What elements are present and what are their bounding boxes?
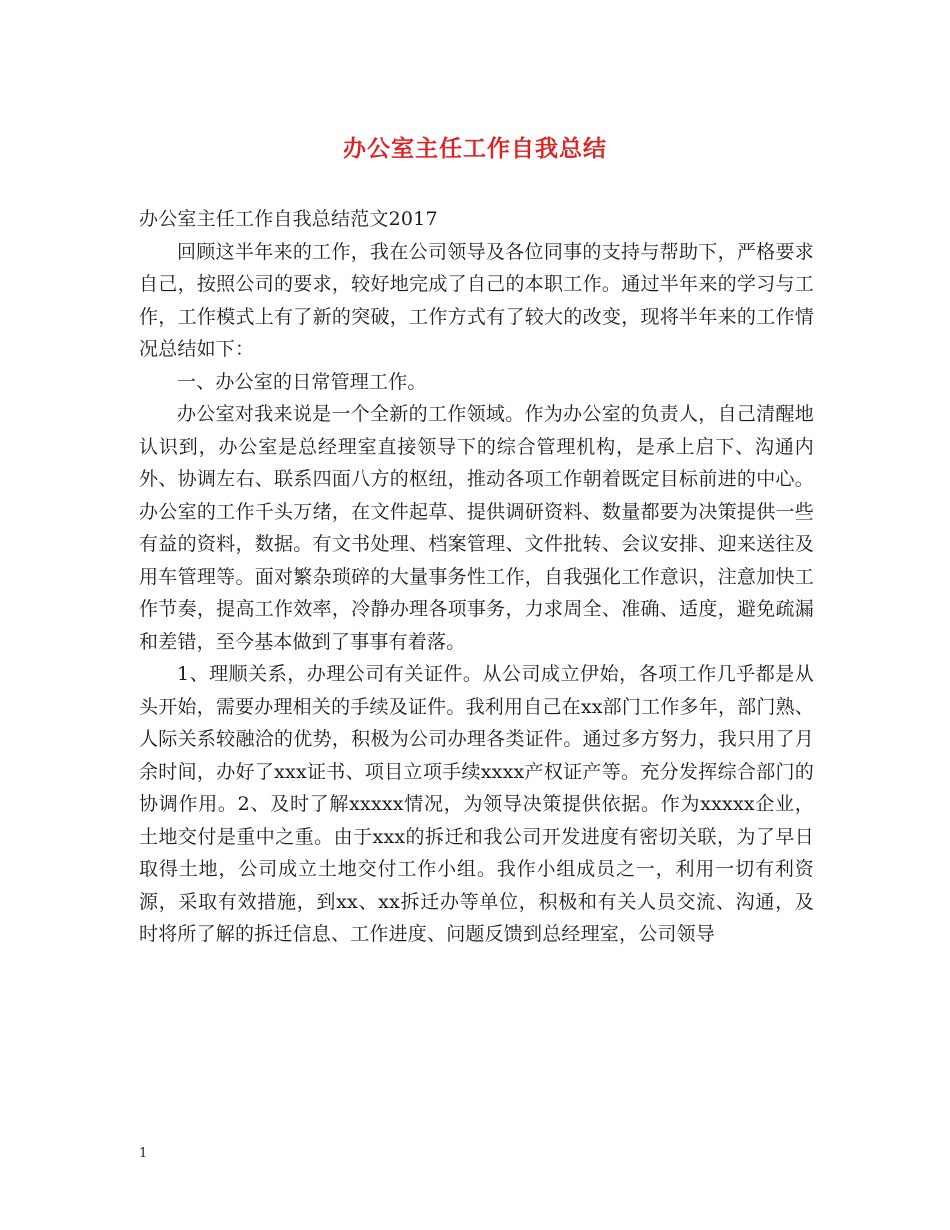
page-number: 1 [139, 1146, 148, 1161]
paragraph-certificates: 1、理顺关系，办理公司有关证件。从公司成立伊始，各项工作几乎都是从头开始，需要办理相关的手续及证件。我利用自己在xx部门工作多年，部门熟、人际关系较融洽的优势，积极为公司办理各类证件。通过多方努力，我只用了月余时间，办好了xxx证书、项目立项手续xxxx产权证产等。充分发挥综合部门的协调作用。2、及时了解xxxxx情况，为领导决策提供依据。作为xxxxx企业，土地交付是重中之重。由于xxx的拆迁和我公司开发进度有密切关联，为了早日取得土地，公司成立土地交付工作小组。我作小组成员之一，利用一切有利资源，采取有效措施，到xx、xx拆迁办等单位，积极和有关人员交流、沟通，及时将所了解的拆迁信息、工作进度、问题反馈到总经理室，公司领导 [139, 663, 814, 945]
document-subtitle: 办公室主任工作自我总结范文2017 [139, 208, 438, 230]
document-body [139, 203, 814, 951]
document-title: 办公室主任工作自我总结 [343, 135, 607, 162]
section-heading-office-management: 一、办公室的日常管理工作。 [177, 370, 427, 393]
paragraph-office-role: 办公室对我来说是一个全新的工作领域。作为办公室的负责人，自己清醒地认识到，办公室是总经理室直接领导下的综合管理机构，是承上启下、沟通内外、协调左右、联系四面八方的枢纽，推动各项工作朝着既定目标前进的中心。办公室的工作千头万绪，在文件起草、提供调研资料、数量都要为决策提供一些有益的资料，数据。有文书处理、档案管理、文件批转、会议安排、迎来送往及用车管理等。面对繁杂琐碎的大量事务性工作，自我强化工作意识，注意加快工作节奏，提高工作效率，冷静办理各项事务，力求周全、准确、适度，避免疏漏和差错，至今基本做到了事事有着落。 [139, 403, 814, 653]
paragraph-intro: 回顾这半年来的工作，我在公司领导及各位同事的支持与帮助下，严格要求自己，按照公司的要求，较好地完成了自己的本职工作。通过半年来的学习与工作，工作模式上有了新的突破，工作方式有了较大的改变，现将半年来的工作情况总结如下： [139, 240, 814, 360]
